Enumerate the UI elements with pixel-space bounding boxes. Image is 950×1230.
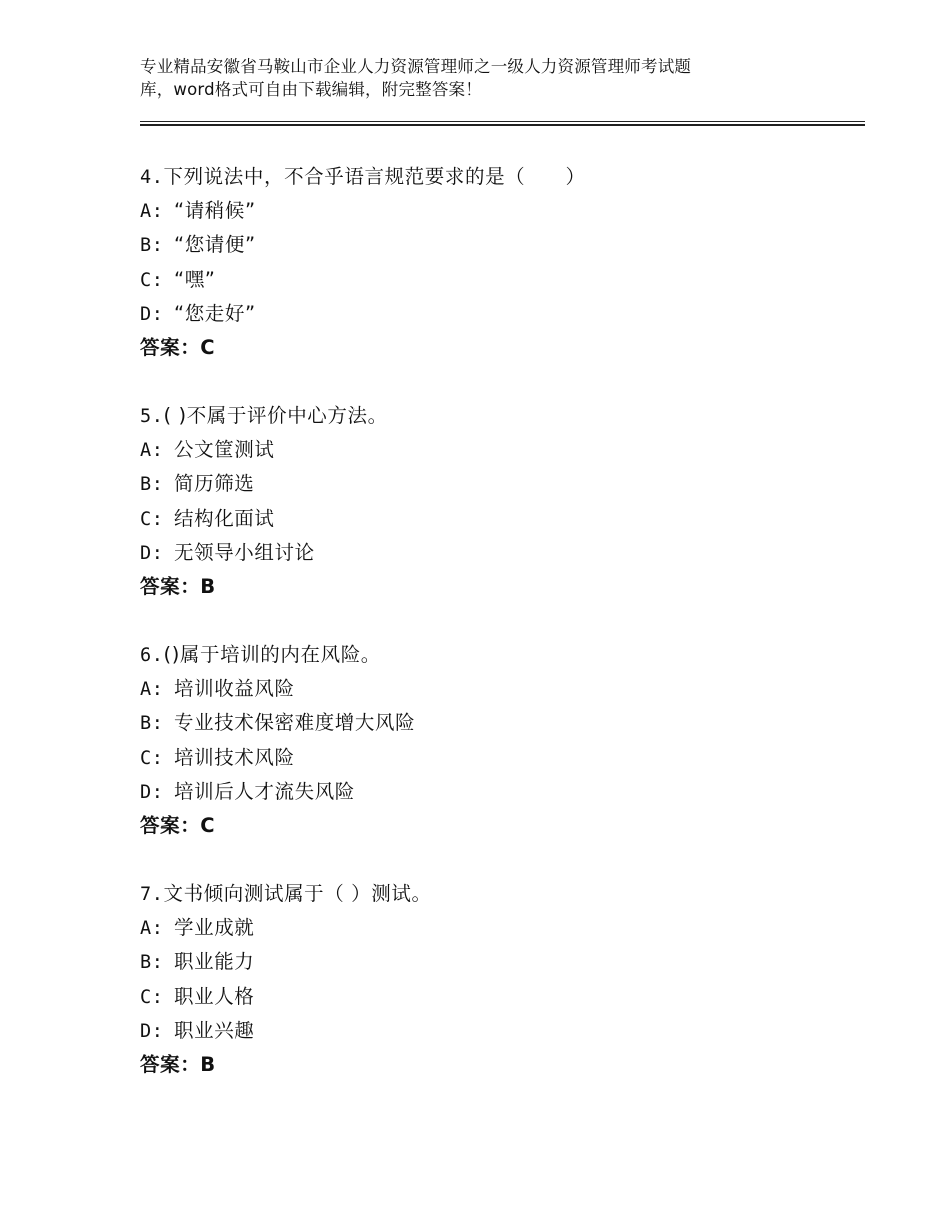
option-letter: C: (140, 747, 164, 769)
option-letter: C: (140, 508, 164, 530)
option-text: 学业成就 (174, 916, 255, 940)
question-number: 4. (140, 167, 164, 188)
question-7 (140, 877, 860, 1116)
option-text: “您请便” (174, 233, 256, 257)
option-text: 结构化面试 (174, 506, 275, 530)
option-text: 培训后人才流失风险 (174, 779, 355, 803)
question-5 (140, 399, 860, 638)
option-c (140, 263, 860, 297)
option-letter: A: (140, 201, 164, 223)
question-text: 下列说法中，不合乎语言规范要求的是（ ） (163, 165, 586, 188)
answer-line: 答案：B (140, 1052, 216, 1076)
option-text: 专业技术保密难度增大风险 (174, 711, 416, 735)
option-letter: C: (140, 269, 164, 291)
question-stem (140, 399, 860, 433)
question-stem (140, 877, 860, 911)
header-divider-thin (140, 121, 865, 122)
question-number: 6. (140, 645, 164, 666)
option-b (140, 945, 860, 979)
question-stem (140, 638, 860, 672)
question-number: 5. (140, 406, 164, 427)
question-number: 7. (140, 884, 164, 905)
answer-line: 答案：B (140, 574, 216, 598)
option-text: 培训收益风险 (174, 677, 295, 701)
question-stem (140, 160, 860, 194)
option-text: 公文筐测试 (174, 438, 275, 462)
option-letter: D: (140, 781, 164, 803)
option-letter: A: (140, 679, 164, 701)
option-a (140, 194, 860, 228)
header-title-line-1: 专业精品安徽省马鞍山市企业人力资源管理师之一级人力资源管理师考试题 (140, 57, 692, 76)
option-d (140, 775, 860, 809)
option-d (140, 1014, 860, 1048)
option-c (140, 980, 860, 1014)
option-text: 无领导小组讨论 (174, 540, 315, 564)
option-text: “您走好” (174, 301, 256, 325)
option-text: “嘿” (174, 267, 216, 291)
option-letter: B: (140, 474, 164, 496)
option-letter: D: (140, 1020, 164, 1042)
question-list (140, 160, 860, 1116)
option-b (140, 228, 860, 262)
option-letter: B: (140, 952, 164, 974)
option-letter: B: (140, 713, 164, 735)
option-d (140, 536, 860, 570)
option-a (140, 433, 860, 467)
option-letter: C: (140, 986, 164, 1008)
question-text: ( )不属于评价中心方法。 (163, 404, 388, 427)
option-letter: B: (140, 235, 164, 257)
option-text: 培训技术风险 (174, 745, 295, 769)
option-text: 职业兴趣 (174, 1018, 255, 1042)
header-divider-thick (140, 124, 865, 126)
option-d (140, 297, 860, 331)
document-header (140, 56, 800, 101)
option-a (140, 911, 860, 945)
question-4 (140, 160, 860, 399)
option-letter: D: (140, 303, 164, 325)
option-a (140, 672, 860, 706)
option-b (140, 467, 860, 501)
option-text: “请稍候” (174, 199, 256, 223)
option-c (140, 741, 860, 775)
option-text: 职业人格 (174, 984, 255, 1008)
answer-line: 答案：C (140, 335, 216, 359)
option-c (140, 502, 860, 536)
option-text: 简历筛选 (174, 472, 255, 496)
header-title-line-2: 库，word格式可自由下载编辑，附完整答案！ (140, 79, 482, 99)
option-letter: A: (140, 918, 164, 940)
answer-line: 答案：C (140, 813, 216, 837)
option-text: 职业能力 (174, 950, 255, 974)
question-text: ()属于培训的内在风险。 (163, 643, 381, 666)
option-letter: D: (140, 542, 164, 564)
question-6 (140, 638, 860, 877)
option-letter: A: (140, 440, 164, 462)
option-b (140, 706, 860, 740)
question-text: 文书倾向测试属于（ ）测试。 (163, 882, 432, 905)
